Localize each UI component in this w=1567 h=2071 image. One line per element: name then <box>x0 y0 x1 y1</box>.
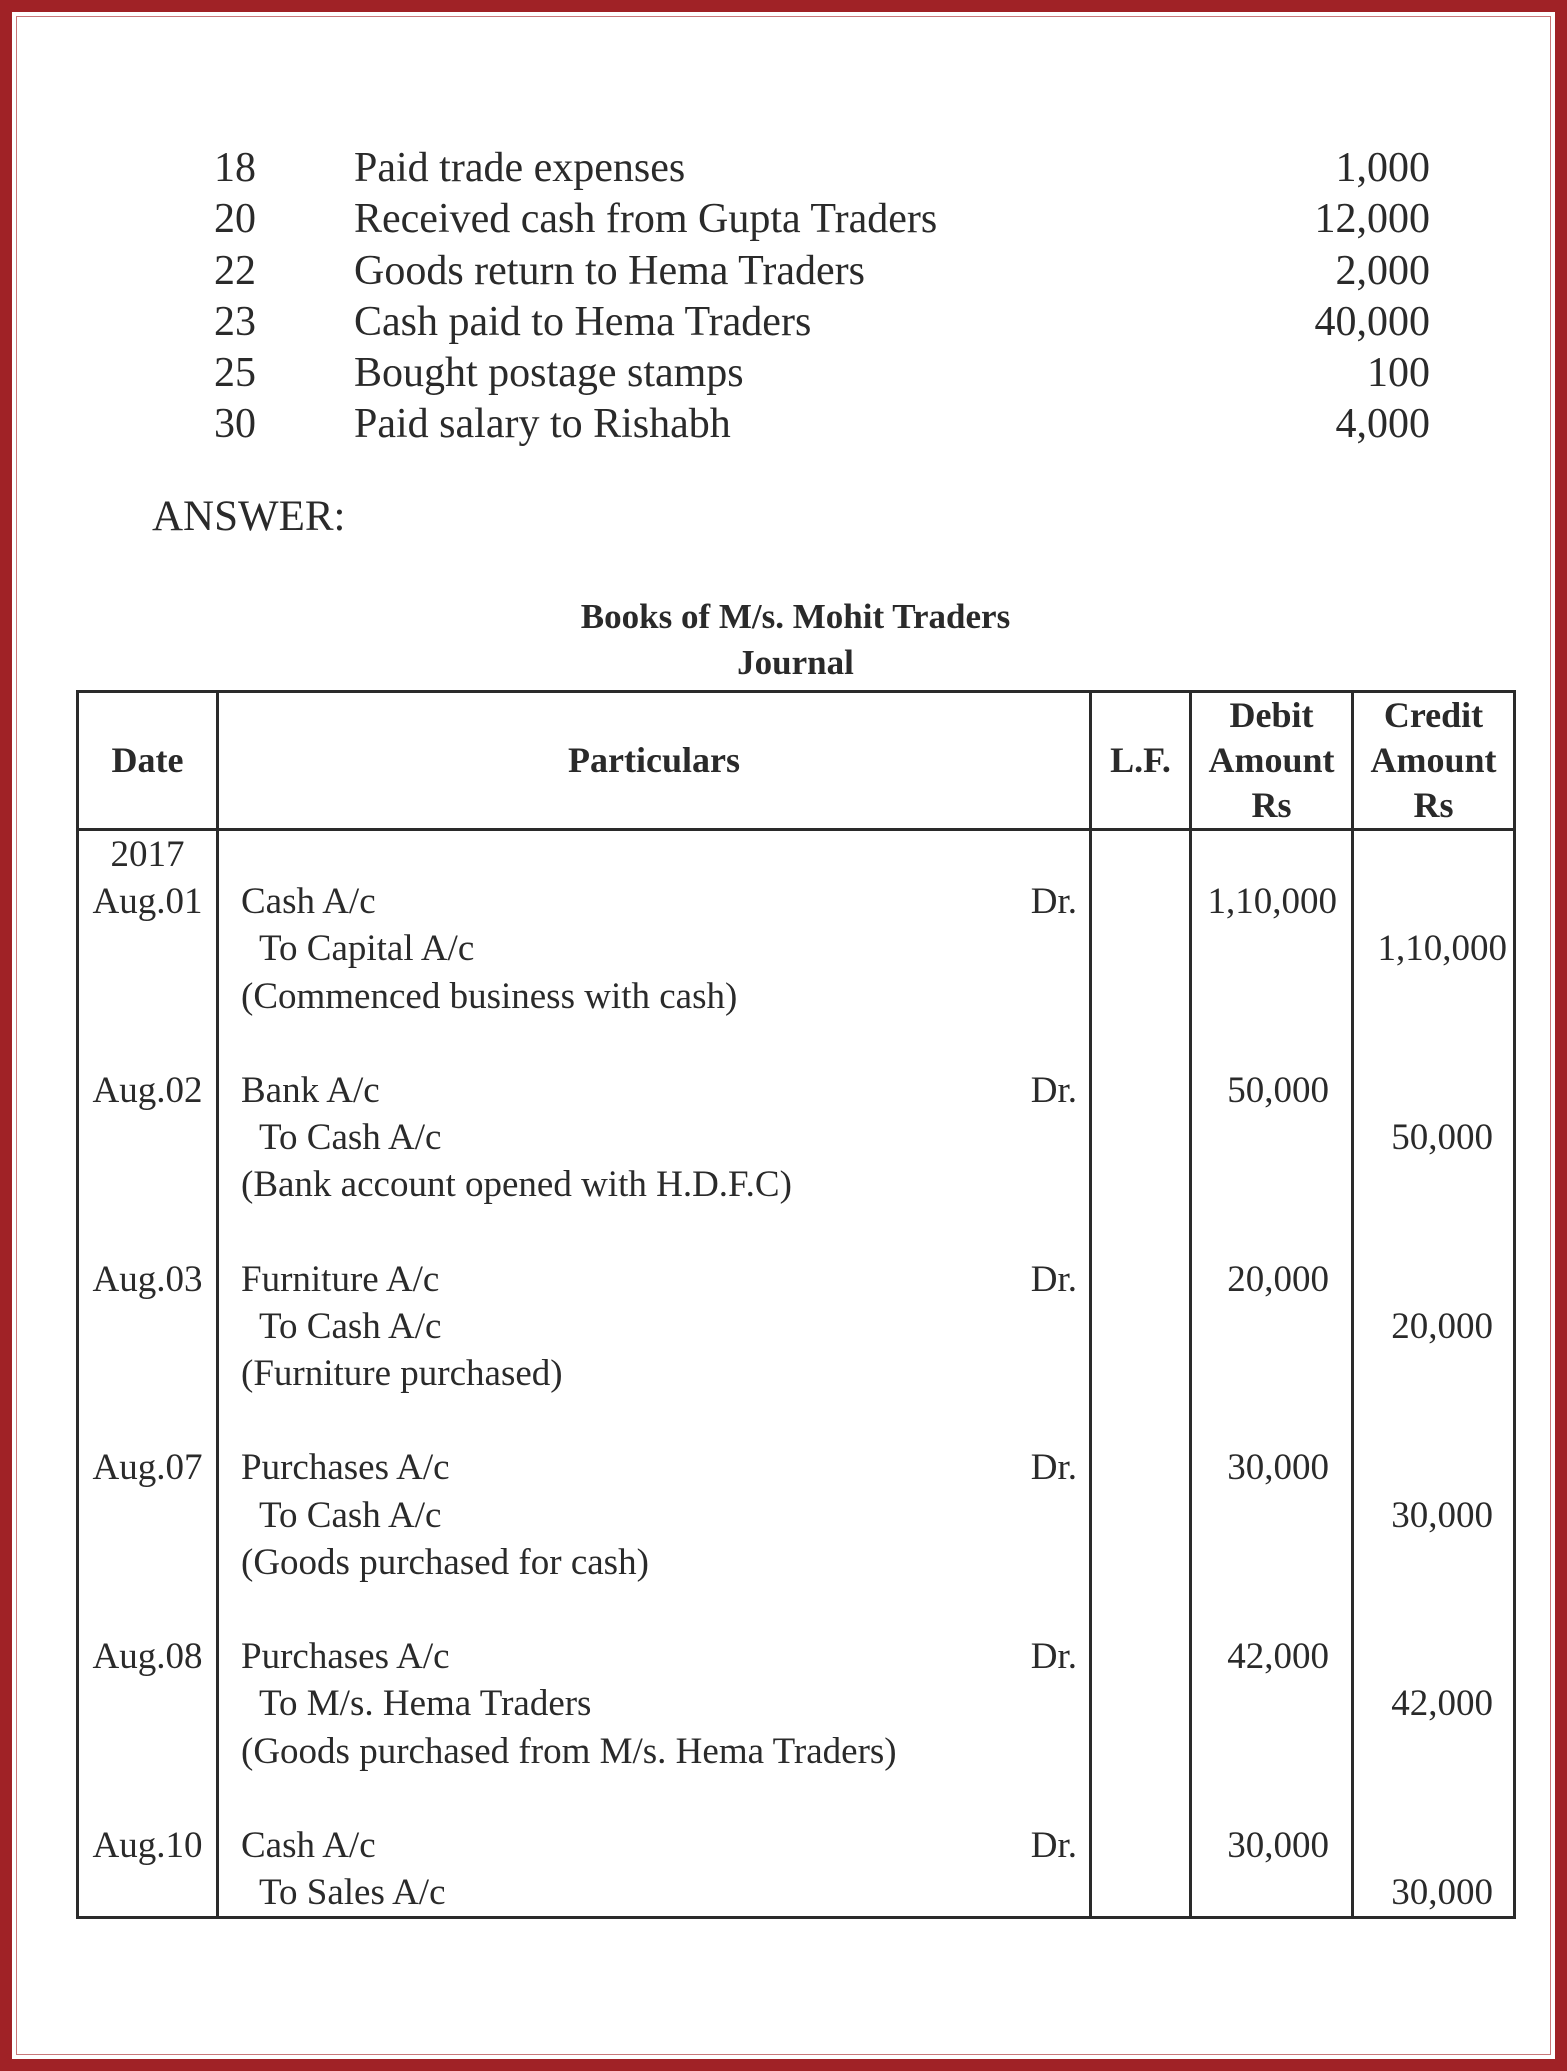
credit-account: To M/s. Hema Traders <box>259 1683 592 1725</box>
transaction-row <box>202 400 1442 451</box>
debit-amount: 30,000 <box>1227 1824 1329 1866</box>
narration: (Commenced business with cash) <box>241 975 738 1017</box>
entry-date: Aug.03 <box>92 1258 203 1300</box>
transaction-description: Paid trade expenses <box>354 145 686 191</box>
transaction-amount: 2,000 <box>1335 247 1430 294</box>
transaction-description: Received cash from Gupta Traders <box>354 196 938 243</box>
credit-header <box>1353 692 1515 830</box>
transaction-row <box>202 195 1442 246</box>
date-header: Date <box>78 692 218 830</box>
debit-line <box>241 1444 1077 1491</box>
transaction-description: Paid salary to Rishabh <box>354 401 731 448</box>
narration: (Goods purchased for cash) <box>241 1541 649 1583</box>
dr-label: Dr. <box>1030 1824 1077 1866</box>
entry-date: Aug.08 <box>92 1636 203 1678</box>
transaction-amount: 4,000 <box>1335 401 1430 448</box>
transaction-day: 22 <box>214 247 256 294</box>
credit-amount: 30,000 <box>1391 1872 1493 1914</box>
transaction-day: 18 <box>214 145 256 191</box>
transaction-day: 30 <box>214 401 256 448</box>
entry-date: Aug.01 <box>92 881 203 923</box>
credit-amount: 20,000 <box>1391 1305 1493 1347</box>
debit-account: Furniture A/c <box>241 1258 440 1300</box>
transaction-description: Cash paid to Hema Traders <box>354 298 812 345</box>
credit-column <box>1353 830 1515 1918</box>
transaction-row <box>202 349 1442 400</box>
debit-amount: 50,000 <box>1227 1069 1329 1111</box>
credit-account: To Sales A/c <box>259 1872 446 1914</box>
transaction-day: 25 <box>214 350 256 397</box>
transaction-amount: 12,000 <box>1314 196 1430 243</box>
transaction-amount: 100 <box>1367 350 1430 397</box>
year-label: 2017 <box>110 834 185 875</box>
lf-column <box>1091 830 1191 1918</box>
lf-header: L.F. <box>1091 692 1191 830</box>
dr-label: Dr. <box>1030 881 1077 923</box>
credit-amount: 50,000 <box>1391 1117 1493 1159</box>
debit-account: Cash A/c <box>241 1824 376 1866</box>
transaction-description: Goods return to Hema Traders <box>354 247 865 294</box>
credit-amount: 42,000 <box>1391 1683 1493 1725</box>
particulars-column <box>218 830 1091 1918</box>
entry-date: Aug.10 <box>92 1824 203 1866</box>
credit-account: To Cash A/c <box>259 1117 442 1159</box>
credit-amount: 1,10,000 <box>1377 928 1507 970</box>
particulars-header: Particulars <box>218 692 1091 830</box>
journal-title: Journal <box>737 643 854 682</box>
debit-line <box>241 878 1077 925</box>
transaction-list <box>202 144 1442 452</box>
entry-date: Aug.02 <box>92 1069 203 1111</box>
transaction-row <box>202 298 1442 349</box>
transaction-description: Bought postage stamps <box>354 350 744 397</box>
dr-label: Dr. <box>1030 1069 1077 1111</box>
transaction-amount: 1,000 <box>1335 145 1430 191</box>
narration: (Furniture purchased) <box>241 1353 563 1395</box>
date-column <box>78 830 218 1918</box>
dr-label: Dr. <box>1030 1636 1077 1678</box>
debit-account: Purchases A/c <box>241 1447 450 1489</box>
debit-column <box>1191 830 1353 1918</box>
narration: (Bank account opened with H.D.F.C) <box>241 1164 792 1206</box>
credit-account: To Cash A/c <box>259 1305 442 1347</box>
credit-account: To Capital A/c <box>259 928 475 970</box>
debit-line <box>241 1633 1077 1680</box>
credit-amount: 30,000 <box>1391 1494 1493 1536</box>
debit-account: Purchases A/c <box>241 1636 450 1678</box>
debit-header <box>1191 692 1353 830</box>
books-title: Books of M/s. Mohit Traders <box>580 597 1011 636</box>
credit-account: To Cash A/c <box>259 1494 442 1536</box>
debit-amount: 1,10,000 <box>1207 881 1337 923</box>
journal-table <box>76 690 1516 1919</box>
debit-account: Bank A/c <box>241 1069 380 1111</box>
journal-header-row <box>78 692 1515 830</box>
debit-line <box>241 1067 1077 1114</box>
debit-amount: 20,000 <box>1227 1258 1329 1300</box>
debit-line <box>241 1822 1077 1869</box>
debit-header-line: Debit <box>1229 695 1314 735</box>
credit-header-line: Rs <box>1413 785 1454 825</box>
debit-amount: 42,000 <box>1227 1636 1329 1678</box>
debit-amount: 30,000 <box>1227 1447 1329 1489</box>
dr-label: Dr. <box>1030 1258 1077 1300</box>
credit-header-line: Amount <box>1370 740 1497 780</box>
answer-label: ANSWER: <box>152 493 346 540</box>
transaction-row <box>202 247 1442 298</box>
credit-header-line: Credit <box>1383 695 1484 735</box>
entry-date: Aug.07 <box>92 1447 203 1489</box>
transaction-amount: 40,000 <box>1314 298 1430 345</box>
debit-header-line: Amount <box>1208 740 1335 780</box>
transaction-row <box>202 144 1442 195</box>
transaction-day: 20 <box>214 196 256 243</box>
transaction-day: 23 <box>214 298 256 345</box>
debit-line <box>241 1256 1077 1303</box>
dr-label: Dr. <box>1030 1447 1077 1489</box>
debit-account: Cash A/c <box>241 881 376 923</box>
narration: (Goods purchased from M/s. Hema Traders) <box>241 1730 897 1772</box>
journal-body-row <box>78 830 1515 1918</box>
debit-header-line: Rs <box>1251 785 1292 825</box>
